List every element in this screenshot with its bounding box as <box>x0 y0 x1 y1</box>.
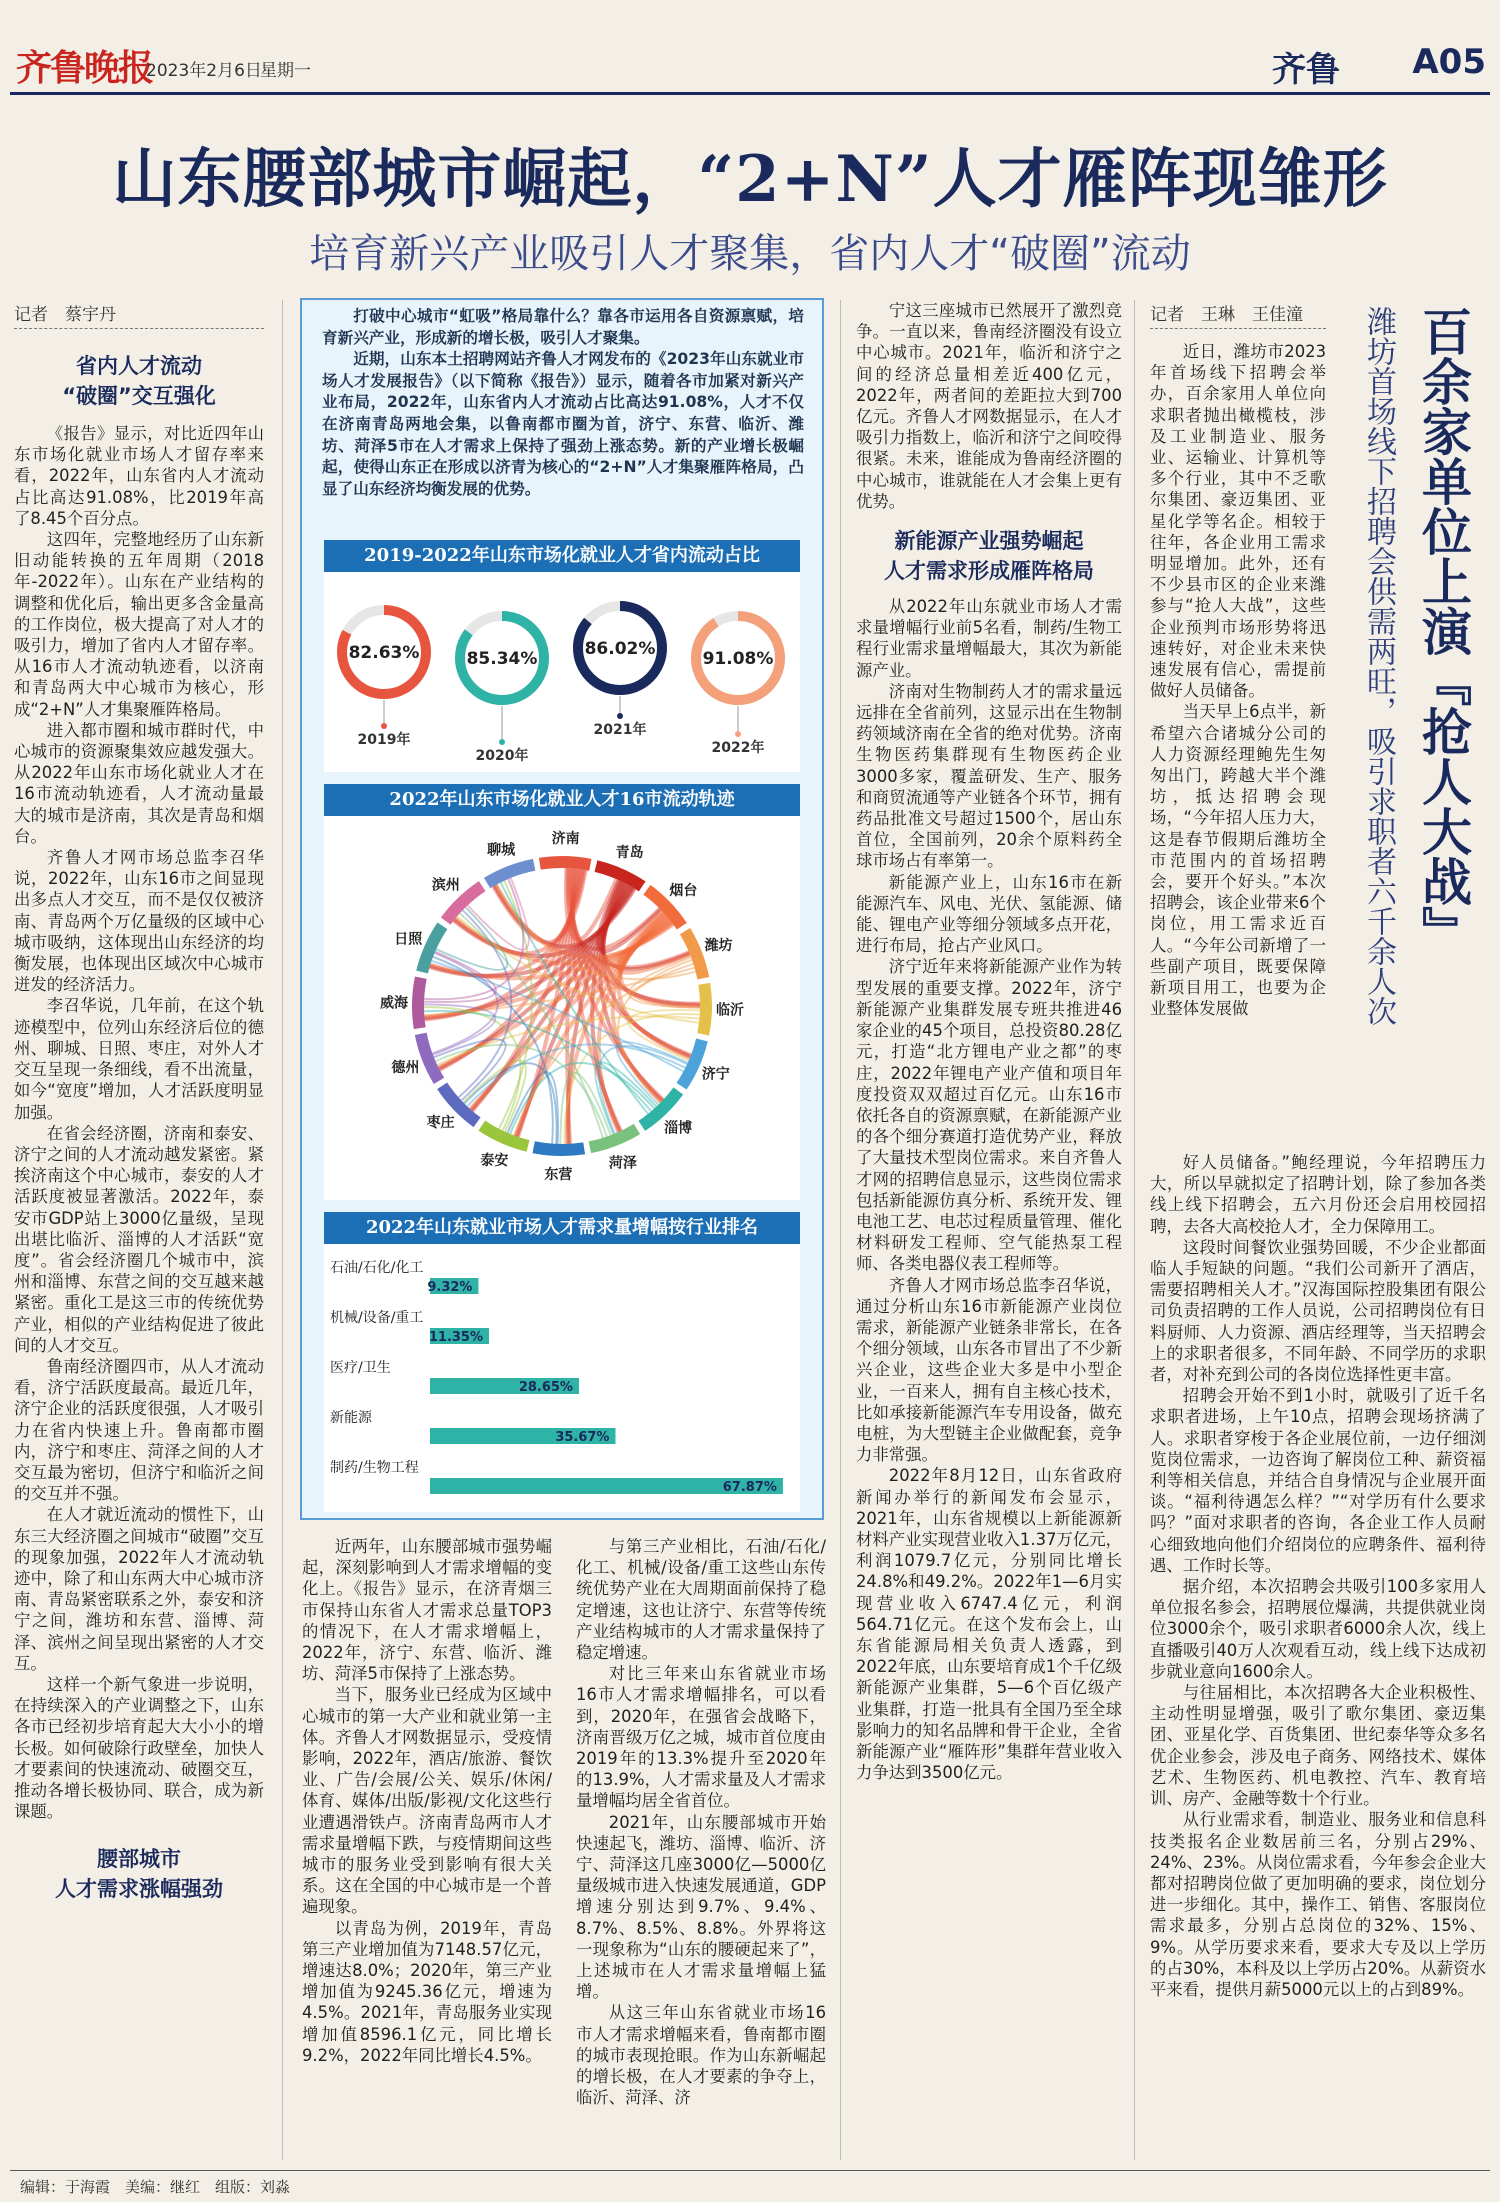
section-heading-line: 腰部城市 <box>97 1847 181 1872</box>
paragraph: 好人员储备。”鲍经理说，今年招聘压力大，所以早就拟定了招聘计划，除了参加各类线上线下招聘会，五六月份还会启用校园招聘，去各大高校抢人才，全力保障用工。 <box>1150 1153 1486 1236</box>
section-heading-line: 人才需求涨幅强劲 <box>55 1877 223 1902</box>
city-label: 青岛 <box>615 845 644 862</box>
bar-value-label: 11.35% <box>428 1330 484 1345</box>
paragraph: 近期，山东本土招聘网站齐鲁人才网发布的《2023年山东就业市场人才发展报告》（以下简称《报告》）显示，随着各市加紧对新兴产业布局，2022年，山东省内人才流动占比高达91.08%，人才不仅在济南青岛两地会集，以鲁南都市圈为首，济宁、东营、临沂、潍坊、菏泽5市在人才需求上保持了强劲上涨态势。新的产业增长极崛起，使得山东正在形成以济青为核心的“2+N”人才集聚雁阵格局，凸显了山东经济均衡发展的优势。 <box>322 350 804 498</box>
chart-title-flow-share: 2019-2022年山东市场化就业人才省内流动占比 <box>324 540 800 572</box>
article-body-col2 <box>302 1536 552 2066</box>
paragraph: 济宁近年来将新能源产业作为转型发展的重要支撑。2022年，济宁新能源产业集群发展专班共推进46家企业的45个项目，总投资80.28亿元，打造“北方锂电产业之都”的枣庄，2022年锂电产业产值和项目年度投资双双超过百亿元。山东16市依托各自的资源禀赋，在新能源产业的各个细分赛道打造优势产业，释放了大量技术型岗位需求。来自齐鲁人才网的招聘信息显示，这些岗位需求包括新能源仿真分析、系统开发、锂电池工艺、电芯过程质量管理、催化材料研发工程师、空气能热泵工程师、各类电器仪表工程师等。 <box>856 957 1122 1274</box>
bar-value-label: 35.67% <box>555 1430 610 1445</box>
section-heading <box>14 1844 264 1904</box>
issue-weekday: 星期一 <box>260 61 311 81</box>
column-divider <box>1134 300 1135 2160</box>
paragraph: 从行业需求看，制造业、服务业和信息科技类报名企业数居前三名，分别占29%、24%、23%。从岗位需求看，今年参会企业大都对招聘岗位做了更加明确的要求，岗位划分进一步细化。其中，操作工、销售、客服岗位需求最多，分别占总岗位的32%、15%、9%。从学历要求来看，要求大专及以上学历的占30%，本科及以上学历占20%。从薪资水平来看，提供月薪5000元以上的占到89%。 <box>1150 1810 1486 1999</box>
byline: 记者 蔡宇丹 <box>14 300 264 329</box>
donut-chart <box>324 572 800 772</box>
paragraph: 当天早上6点半，新希望六合诸城分公司的人力资源经理鲍先生匆匆出门，跨越大半个潍坊，抵达招聘会现场，“今年招人压力大，这是春节假期后潍坊全市范围内的首场招聘会，要开个好头。”本次招聘会，该企业带来6个岗位，用工需求近百人。“今年公司新增了一些副产项目，既要保障新项目用工，也要为企业整体发展做 <box>1150 702 1326 1019</box>
section-name: 齐鲁 <box>1272 50 1340 90</box>
article-body-col3 <box>576 1536 826 2108</box>
footer-rule <box>10 2170 1490 2171</box>
section-heading-line: 人才需求形成雁阵格局 <box>884 559 1094 584</box>
city-label: 济南 <box>551 831 580 848</box>
newspaper-logo: 齐鲁晚报 <box>16 47 153 89</box>
byline: 记者 王琳 王佳潼 <box>1150 300 1326 329</box>
donut-dot <box>499 739 505 745</box>
city-label: 淄博 <box>664 1120 693 1137</box>
paragraph: 近日，潍坊市2023年首场线下招聘会举办，百余家用人单位向求职者抛出橄榄枝，涉及工业制造业、服务业、运输业、计算机等多个行业，其中不乏歌尔集团、豪迈集团、亚星化学等名企。相较于往年，各企业用工需求明显增加。此外，还有不少县市区的企业来潍参与“抢人大战”，这些企业预判市场形势将迅速转好，对企业未来快速发展有信心，需提前做好人员储备。 <box>1150 342 1326 701</box>
donut-dot <box>735 731 741 737</box>
paragraph: 这四年，完整地经历了山东新旧动能转换的五年周期（2018年-2022年）。山东在产业结构的调整和优化后，输出更多含金量高的工作岗位，极大提高了对人才的吸引力，增加了省内人才留存率。从16市人才流动轨迹看，以济南和青岛两大中心城市为核心，形成“2+N”人才集聚雁阵格局。 <box>14 530 264 719</box>
bar-category-label: 石油/石化/化工 <box>330 1260 424 1276</box>
article-body-wide <box>1150 1152 1486 2000</box>
paragraph: 当下，服务业已经成为区域中心城市的第一大产业和就业第一主体。齐鲁人才网数据显示，受疫情影响，2022年，酒店/旅游、餐饮业、广告/会展/公关、娱乐/休闲/体育、媒体/出版/影视/文化这些行业遭遇滑铁卢。济南青岛两市人才需求量增幅下跌，与疫情期间这些城市的服务业受到影响有很大关系。这在全国的中心城市是一个普遍现象。 <box>302 1685 552 1917</box>
city-label: 聊城 <box>487 842 516 859</box>
donut-year-label: 2019年 <box>357 732 411 748</box>
paragraph: 在省会经济圈，济南和泰安、济宁之间的人才流动越发紧密。紧挨济南这个中心城市，泰安的人才活跃度被显著激活。2022年，泰安市GDP站上3000亿量级，呈现出堪比临沂、淄博的人才活跃“宽度”。省会经济圈几个城市中，滨州和淄博、东营之间的交互越来越紧密。重化工是这三市的传统优势产业，相似的产业结构促进了彼此间的人才交互。 <box>14 1123 264 1355</box>
paragraph: 从这三年山东省就业市场16市人才需求增幅来看，鲁南都市圈的城市表现抢眼。作为山东新崛起的增长极，在人才要素的争夺上，临沂、菏泽、济 <box>576 2003 826 2108</box>
chord-chart-panel <box>324 816 800 1200</box>
article-body <box>856 300 1122 512</box>
column-1 <box>14 300 264 1904</box>
main-headline: 山东腰部城市崛起，“2+N”人才雁阵现雏形 <box>112 142 1388 217</box>
bar-value-label: 9.32% <box>427 1280 473 1295</box>
paragraph: 对比三年来山东省就业市场16市人才需求增幅排名，可以看到，2020年，在强省会战略下，济南晋级万亿之城，城市首位度由2019年的13.3%提升至2020年的13.9%，人才需求量及人才需求量增幅均居全省首位。 <box>576 1664 826 1811</box>
bar-value-label: 28.65% <box>518 1380 573 1395</box>
paragraph: 齐鲁人才网市场总监李召华说，2022年，山东16市之间显现出多点人才交互，而不是仅仅被济南、青岛两个万亿量级的区域中心城市吸纳，这体现出山东经济的均衡发展，也体现出区域次中心城市迸发的经济活力。 <box>14 848 264 995</box>
city-label: 日照 <box>394 931 423 948</box>
city-label: 临沂 <box>715 1002 744 1019</box>
city-label: 泰安 <box>480 1152 509 1169</box>
donut-value-label: 91.08% <box>702 649 774 669</box>
city-arc <box>697 983 712 1036</box>
paragraph: 在人才就近流动的惯性下，山东三大经济圈之间城市“破圈”交互的现象加强，2022年人才流动轨迹中，除了和山东两大中心城市济南、青岛紧密联系之外，泰安和济宁之间，潍坊和东营、淄博、菏泽、滨州之间呈现出紧密的人才交互。 <box>14 1505 264 1673</box>
section-heading-line: “破圈”交互强化 <box>62 384 216 408</box>
donut-year-label: 2021年 <box>593 722 647 738</box>
chart-title-industry-growth: 2022年山东就业市场人才需求量增幅按行业排名 <box>324 1212 800 1244</box>
paragraph: 招聘会开始不到1小时，就吸引了近千名求职者进场，上午10点，招聘会现场挤满了人。求职者穿梭于各企业展位前，一边仔细浏览岗位需求，一边咨询了解岗位工种、薪资福利等相关信息，并结合自身情况与企业展开面谈。“福利待遇怎么样？”“对学历有什么要求吗？”面对求职者的咨询，各企业工作人员耐心细致地向他们介绍岗位的应聘条件、福利待遇、工作时长等。 <box>1150 1386 1486 1575</box>
city-label: 济宁 <box>701 1066 730 1083</box>
city-arc <box>532 1141 585 1156</box>
paragraph: 打破中心城市“虹吸”格局靠什么？靠各市运用各自资源禀赋，培育新兴产业，形成新的增长极，吸引人才聚集。 <box>322 307 804 347</box>
masthead-rule <box>10 92 1490 95</box>
paragraph: 与往届相比，本次招聘各大企业积极性、主动性明显增强，吸引了歌尔集团、豪迈集团、亚星化学、百货集团、世纪泰华等众多名优企业参会，涉及电子商务、网络技术、媒体艺术、生物医药、机电教控、汽车、教育培训、房产、金融等数十个行业。 <box>1150 1683 1486 1809</box>
bar-category-label: 医疗/卫生 <box>330 1360 391 1376</box>
paragraph: 这段时间餐饮业强势回暖，不少企业都面临人手短缺的问题。“我们公司新开了酒店，需要招聘相关人才。”汉海国际控股集团有限公司负责招聘的工作人员说，公司招聘岗位有日料厨师、人力资源、酒店经理等，当天招聘会上的求职者很多，不同年龄、不同学历的求职者，对补充到公司的各岗位选择性更丰富。 <box>1150 1237 1486 1385</box>
donut-dot <box>617 713 623 719</box>
paragraph: 以青岛为例，2019年，青岛第三产业增加值为7148.57亿元，增速达8.0%；2020年，第三产业增加值为9245.36亿元，增速为4.5%。2021年，青岛服务业实现增加值8596.1亿元，同比增长9.2%，2022年同比增长4.5%。 <box>302 1918 552 2065</box>
city-arc <box>589 1124 640 1153</box>
article-body <box>1150 341 1326 1020</box>
donut-dot <box>381 723 387 729</box>
donut-value-label: 85.34% <box>466 649 538 669</box>
page-footer: 编辑：于海霞 美编：继红 组版：刘淼 <box>20 2178 291 2196</box>
issue-date: 2023年2月6日 <box>146 61 262 81</box>
paragraph: 《报告》显示，对比近四年山东市场化就业市场人才留存率来看，2022年，山东省内人才流动占比高达91.08%，比2019年高了8.45个百分点。 <box>14 424 264 528</box>
section-heading <box>14 351 264 411</box>
infographic-lead <box>322 306 804 500</box>
page-number: A05 <box>1412 42 1486 82</box>
paragraph: 这样一个新气象进一步说明，在持续深入的产业调整之下，山东各市已经初步培育起大大小小的增长极。如何破除行政壁垒，加快人才要素间的快速流动、破圈交互，推动各增长极协同、联合，成为新课题。 <box>14 1674 264 1822</box>
paragraph: 进入都市圈和城市群时代，中心城市的资源聚集效应越发强大。从2022年山东市场化就业人才在16市流动轨迹看，人才流动量最大的城市是济南，其次是青岛和烟台。 <box>14 720 264 846</box>
paragraph: 新能源产业上，山东16市在新能源汽车、风电、光伏、氢能源、储能、锂电产业等细分领域多点开花，进行布局，抢占产业风口。 <box>856 872 1122 956</box>
section-heading-line: 新能源产业强势崛起 <box>894 529 1084 554</box>
bar-value-label: 67.87% <box>722 1480 777 1495</box>
donut-year-label: 2022年 <box>711 740 765 756</box>
city-label: 滨州 <box>431 877 460 894</box>
city-label: 威海 <box>380 995 409 1012</box>
paragraph: 据介绍，本次招聘会共吸引100多家用人单位报名参会，招聘展位爆满，共提供就业岗位3000余个，吸引求职者6000余人次，线上直播吸引40万人次观看互动，线上线下达成初步就业意向1600余人。 <box>1150 1577 1486 1681</box>
donut-value-label: 86.02% <box>584 639 656 659</box>
city-label: 枣庄 <box>426 1115 455 1132</box>
paragraph: 近两年，山东腰部城市强势崛起，深刻影响到人才需求增幅的变化上。《报告》显示，在济青烟三市保持山东省人才需求总量TOP3的情况下，在人才需求增幅上，2022年，济宁、东营、临沂、潍坊、菏泽5市保持了上涨态势。 <box>302 1537 552 1684</box>
column-divider <box>840 300 841 2160</box>
city-label: 菏泽 <box>608 1155 637 1172</box>
main-subheadline: 培育新兴产业吸引人才聚集，省内人才“破圈”流动 <box>309 231 1191 277</box>
bar-category-label: 制药/生物工程 <box>330 1460 419 1476</box>
column-divider <box>282 300 283 2160</box>
paragraph: 从2022年山东就业市场人才需求量增幅行业前5名看，制药/生物工程行业需求量增幅最大，其次为新能源产业。 <box>856 597 1122 680</box>
section-heading-line: 省内人才流动 <box>76 354 202 378</box>
bar-chart-panel <box>324 1244 800 1512</box>
city-label: 东营 <box>544 1166 573 1183</box>
paragraph: 齐鲁人才网市场总监李召华说，通过分析山东16市新能源产业岗位需求，新能源产业链条非常长，在各个细分领域，山东各市冒出了不少新兴企业，这些企业大多是中小型企业，一百来人，拥有自主核心技术，比如承接新能源汽车专用设备，做充电桩，为大型链主企业做配套，竞争力非常强。 <box>856 1275 1122 1465</box>
sidebar-subtitle: 潍坊首场线下招聘会供需两旺，吸引求职者六千余人次 <box>1361 306 1396 1026</box>
section-heading <box>856 526 1122 586</box>
city-label: 潍坊 <box>704 938 733 955</box>
city-arc <box>412 976 427 1029</box>
article-body <box>856 596 1122 1783</box>
article-body <box>14 423 264 1822</box>
column-4 <box>856 300 1122 1783</box>
donut-year-label: 2020年 <box>475 748 529 764</box>
column-5-narrow <box>1150 300 1326 1020</box>
paragraph: 2021年，山东腰部城市开始快速起飞，潍坊、淄博、临沂、济宁、菏泽这几座3000亿—5000亿量级城市进入快速发展通道，GDP增速分别达到9.7%、9.4%、8.7%、8.5%、8.8%。外界将这一现象称为“山东的腰硬起来了”，上述城市在人才需求量增幅上猛增。 <box>576 1812 826 2002</box>
donut-chart-panel <box>324 572 800 772</box>
chord-diagram <box>324 816 800 1200</box>
bar-category-label: 新能源 <box>330 1410 372 1426</box>
city-label: 烟台 <box>669 882 698 899</box>
donut-value-label: 82.63% <box>348 643 420 663</box>
paragraph: 2022年8月12日，山东省政府新闻办举行的新闻发布会显示，2021年，山东省规模以上新能源新材料产业实现营业收入1.37万亿元，利润1079.7亿元，分别同比增长24.8%和49.2%。2022年1—6月实现营业收入6747.4亿元，利润564.71亿元。在这个发布会上，山东省能源局相关负责人透露，到2022年底，山东要培育成1个千亿级新能源产业集群，5—6个百亿级产业集群，打造一批具有全国乃至全球影响力的知名品牌和骨干企业，全省新能源产业“雁阵形”集群年营业收入力争达到3500亿元。 <box>856 1466 1122 1783</box>
sidebar-title: 百余家单位上演『抢人大战』 <box>1414 306 1473 956</box>
paragraph: 与第三产业相比，石油/石化/化工、机械/设备/重工这些山东传统优势产业在大周期面前保持了稳定增速，这也让济宁、东营等传统产业结构城市的人才需求量保持了稳定增速。 <box>576 1537 826 1663</box>
bar-category-label: 机械/设备/重工 <box>330 1310 424 1326</box>
bar-chart <box>324 1244 800 1512</box>
paragraph: 济南对生物制药人才的需求量远远排在全省前列，这显示出在生物制药领域济南在全省的绝对优势。济南生物医药集群现有生物医药企业3000多家，覆盖研发、生产、服务和商贸流通等产业链各个环节，拥有药品批准文号超过1500个，居山东首位，全国前列，20余个原料药全球市场占有率第一。 <box>856 681 1122 871</box>
paragraph: 鲁南经济圈四市，从人才流动看，济宁活跃度最高。最近几年，济宁企业的活跃度很强，人才吸引力在省内快速上升。鲁南都市圈内，济宁和枣庄、菏泽之间的人才交互最为密切，但济宁和临沂之间的交互并不强。 <box>14 1356 264 1504</box>
city-label: 德州 <box>391 1059 420 1076</box>
paragraph: 宁这三座城市已然展开了激烈竞争。一直以来，鲁南经济圈没有设立中心城市。2021年，临沂和济宁之间的经济总量相差近400亿元，2022年，两者间的差距拉大到700亿元。齐鲁人才网数据显示，在人才吸引力指数上，临沂和济宁之间咬得很紧。未来，谁能成为鲁南经济圈的中心城市，谁就能在人才会集上更有优势。 <box>856 301 1122 511</box>
paragraph: 李召华说，几年前，在这个轨迹模型中，位列山东经济后位的德州、聊城、日照、枣庄，对外人才交互呈现一条细线，看不出流量，如今“宽度”增加，人才活跃度明显加强。 <box>14 996 264 1122</box>
chart-title-city-flow: 2022年山东市场化就业人才16市流动轨迹 <box>324 784 800 816</box>
